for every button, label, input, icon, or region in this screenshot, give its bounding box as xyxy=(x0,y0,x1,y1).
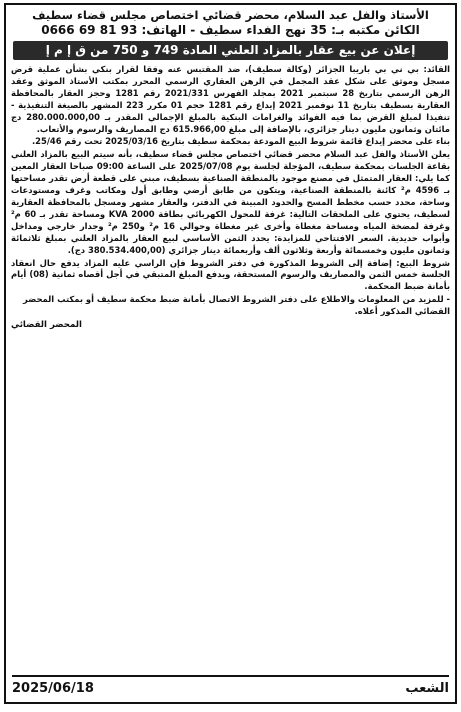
notice-body xyxy=(11,64,450,331)
bailiff-address-line: الكائن مكتبه بـ: 35 نهج الفداء سطيف - الهاتف: 93 81 69 0666 xyxy=(41,23,420,37)
paragraph-conditions-deposit: بناء على محضر إيداع قائمة شروط البيع المودعة بمحكمة سطيف بتاريخ 2025/03/16 تحت رقم 25/46. xyxy=(31,136,450,147)
publication-name: الشعب xyxy=(405,680,449,696)
paragraph-plaintiff: القائد: بي ني بي باريبا الجزائر (وكالة سطيف)، ضد المقتبس عنه وفقا لقرار بنكي بشأن عملية قرض مسجل وموثق على شكل عقد المجمل في الرهن العقاري الرسمي المحرر بمكتب الأستاذ الموثق وعقد الرهن الرسمي بتاريخ 28 سبتمبر 2021 بمجلد الفهرس 2021/331 رقم 1281 وحجز العقار بالمحافظة العقارية بسطيف بتاريخ 11 نوفمبر 2021 إيداع رقم 1281 حجم 01 مكرر 223 المشهر بالصيغة التنفيذية - تنفيذا لمبلغ القرض بما فيه الفوائد والغرامات البنكية بالمبلغ الإجمالي المقدر بـ 280.000.000,00 دج مائتان وثمانون مليون دينار جزائري، بالإضافة إلى مبلغ 615.966,00 دج المصاريف والرسوم والأتعاب. xyxy=(11,64,451,134)
paragraph-auction-details: يعلن الأستاذ والفل عبد السلام محضر قضائي اختصاص مجلس قضاء سطيف، بأنه سيتم البيع بالمزاد العلني بقاعة الجلسات بمحكمة سطيف، المؤجلة لجلسة يوم 2025/07/08 على الساعة 09:00 صباحا العقار المعين كما يلي: العقار المتمثل في مصنع موجود بالمنطقة الصناعية بسطيف، مبني على قطعة أرض تقدر مساحتها بـ 4596 م² كائنة بالمنطقة الصناعية، ويتكون من طابق أرضي وطابق أول ومكاتب وغرف ومستودعات وساحة، محدد حسب مخطط المسح والحدود المبينة في الدفتر، والعقار مشهر ومسجل بالمحافظة العقارية لسطيف، يحتوي على الملحقات التالية: غرفة للمحول الكهربائي بطاقة KVA 2000 ومساحة تقدر بـ 60 م² وغرفة لمضخة المياه ومساحة مغطاة وأخرى غير مغطاة وحوالي 16 م² و250 م² وجدار خارجي ومداخل وأبواب حديدية. السعر الافتتاحي للمزايدة: يحدد الثمن الأساسي لبيع العقار بالمزاد العلني بمبلغ ثلاثمائة وثمانون مليون وخمسمائة وأربعة وثلاثون ألف وأربعمائة دينار جزائري (380.534.400,00 دج). xyxy=(11,149,451,255)
publication-date: 2025/06/18 xyxy=(12,680,94,696)
paragraph-more-info: - للمزيد من المعلومات والاطلاع على دفتر الشروط الاتصال بأمانة ضبط محكمة سطيف أو بمكتب المحضر القضائي المذكور أعلاه. xyxy=(23,294,450,317)
legal-notice xyxy=(4,3,457,704)
notice-title: إعلان عن بيع عقار بالمزاد العلني المادة 749 و 750 من ق إ م إ xyxy=(13,41,448,60)
signature: المحضر القضائي xyxy=(11,320,82,331)
paragraph-sale-conditions: شروط البيع: إضافة إلى الشروط المذكورة في دفتر الشروط فإن الراسي عليه المزاد يدفع حال انعقاد الجلسة خمس الثمن والمصاريف والرسوم المستحقة، ويدفع المبلغ المتبقي في أجل أقصاه ثمانية (08) أيام بأمانة ضبط المحكمة. xyxy=(11,257,450,292)
footer xyxy=(12,675,449,699)
bailiff-name-line: الأستاذ والفل عبد السلام، محضر قضائي اختصاص مجلس قضاء سطيف xyxy=(32,8,429,22)
